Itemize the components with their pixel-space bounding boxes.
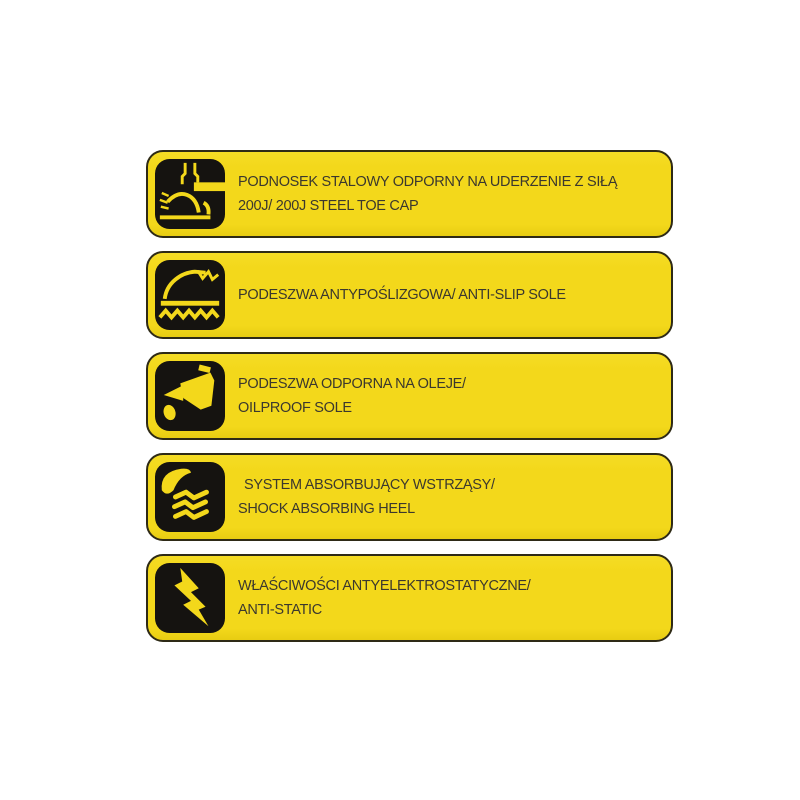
banner-oilproof-sole <box>146 352 673 440</box>
steel-toe-cap-icon <box>155 159 225 229</box>
feature-banner-list <box>146 150 673 642</box>
anti-static-icon <box>155 563 225 633</box>
banner-text-line: SYSTEM ABSORBUJĄCY WSTRZĄSY/ <box>244 477 495 493</box>
banner-anti-static <box>146 554 673 642</box>
banner-text <box>238 283 566 307</box>
banner-text-line: PODNOSEK STALOWY ODPORNY NA UDERZENIE Z SIŁĄ <box>238 174 618 190</box>
shock-absorbing-heel-icon <box>155 462 225 532</box>
banner-text-line: WŁAŚCIWOŚCI ANTYELEKTROSTATYCZNE/ <box>238 578 531 594</box>
banner-text-line: PODESZWA ANTYPOŚLIZGOWA/ ANTI-SLIP SOLE <box>238 287 566 303</box>
banner-steel-toe-cap <box>146 150 673 238</box>
banner-text-line: PODESZWA ODPORNA NA OLEJE/ <box>238 376 466 392</box>
oilproof-sole-icon <box>155 361 225 431</box>
banner-text-line: SHOCK ABSORBING HEEL <box>238 501 415 517</box>
banner-text <box>238 170 617 218</box>
banner-text <box>238 473 495 521</box>
banner-anti-slip-sole <box>146 251 673 339</box>
banner-text-line: OILPROOF SOLE <box>238 400 352 416</box>
banner-text <box>238 574 531 622</box>
banner-text-line: ANTI-STATIC <box>238 602 322 618</box>
banner-text <box>238 372 466 420</box>
banner-text-line: 200J/ 200J STEEL TOE CAP <box>238 198 419 214</box>
banner-shock-absorbing-heel <box>146 453 673 541</box>
anti-slip-sole-icon <box>155 260 225 330</box>
